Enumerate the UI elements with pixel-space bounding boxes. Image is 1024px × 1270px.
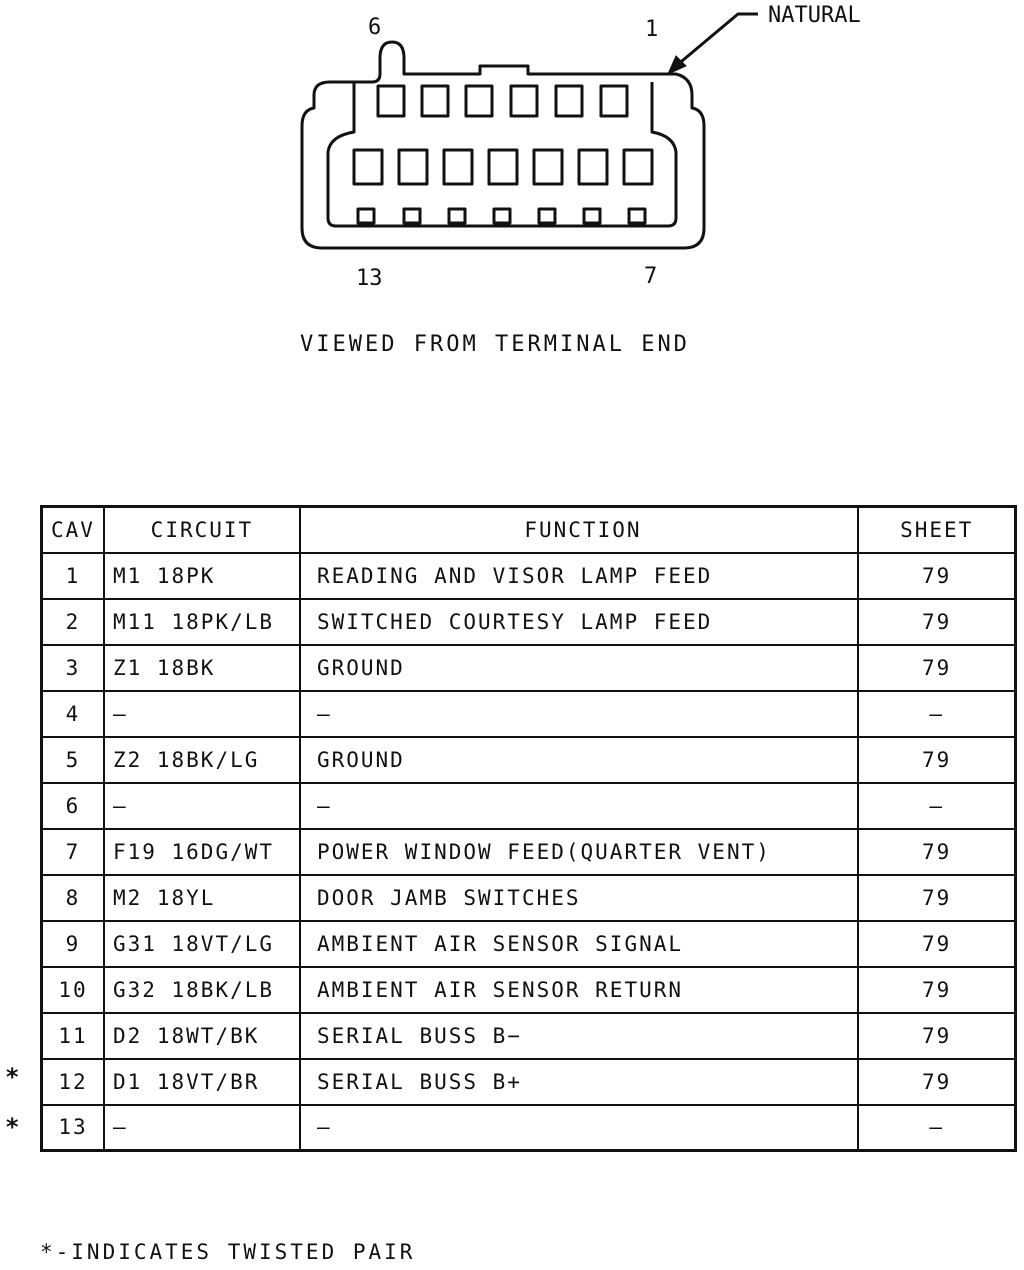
natural-leader-line — [676, 14, 758, 66]
cell-circuit: M1 18PK — [104, 553, 300, 599]
cell-function: READING AND VISOR LAMP FEED — [300, 553, 858, 599]
cell-function: GROUND — [300, 737, 858, 783]
table-row — [42, 921, 1016, 967]
twisted-pair-marker: * — [5, 1112, 20, 1141]
cell-sheet: 79 — [858, 875, 1016, 921]
cell-function: DOOR JAMB SWITCHES — [300, 875, 858, 921]
header-circuit: CIRCUIT — [104, 507, 300, 553]
table-header-row — [42, 507, 1016, 553]
cell-sheet: 79 — [858, 553, 1016, 599]
cell-cav: 13 — [42, 1105, 104, 1151]
cell-cav: 2 — [42, 599, 104, 645]
table-row — [42, 553, 1016, 599]
cell-function: AMBIENT AIR SENSOR SIGNAL — [300, 921, 858, 967]
top-row-cavities — [378, 86, 627, 116]
cell-function: GROUND — [300, 645, 858, 691]
table-row — [42, 829, 1016, 875]
cell-sheet: 79 — [858, 737, 1016, 783]
cell-sheet: 79 — [858, 599, 1016, 645]
cell-function: — — [300, 1105, 858, 1151]
twisted-pair-footnote: *-INDICATES TWISTED PAIR — [40, 1240, 416, 1264]
header-function: FUNCTION — [300, 507, 858, 553]
cell-sheet: — — [858, 783, 1016, 829]
twisted-pair-marker: * — [5, 1063, 20, 1091]
table-row — [42, 737, 1016, 783]
connector-diagram — [0, 0, 1024, 320]
pin-label-1: 1 — [645, 17, 659, 42]
cell-cav: 1 — [42, 553, 104, 599]
cell-function: SERIAL BUSS B− — [300, 1013, 858, 1059]
cell-sheet: 79 — [858, 645, 1016, 691]
view-caption: VIEWED FROM TERMINAL END — [300, 332, 690, 357]
table-row — [42, 783, 1016, 829]
cell-circuit: — — [104, 691, 300, 737]
cell-circuit: M2 18YL — [104, 875, 300, 921]
table-row — [42, 691, 1016, 737]
cell-cav: 7 — [42, 829, 104, 875]
cell-sheet: — — [858, 1105, 1016, 1151]
cell-cav: 4 — [42, 691, 104, 737]
cell-cav: 6 — [42, 783, 104, 829]
cell-cav: 10 — [42, 967, 104, 1013]
cell-sheet: 79 — [858, 1013, 1016, 1059]
cell-cav: 11 — [42, 1013, 104, 1059]
cell-function: — — [300, 783, 858, 829]
cell-sheet: — — [858, 691, 1016, 737]
cell-cav: 12 — [42, 1059, 104, 1105]
table-row — [42, 967, 1016, 1013]
cell-circuit: — — [104, 1105, 300, 1151]
bottom-row-cavities — [354, 150, 652, 184]
lower-slots — [358, 209, 645, 223]
cell-circuit: F19 16DG/WT — [104, 829, 300, 875]
cell-circuit: Z2 18BK/LG — [104, 737, 300, 783]
cell-sheet: 79 — [858, 967, 1016, 1013]
cell-function: POWER WINDOW FEED(QUARTER VENT) — [300, 829, 858, 875]
connector-color-label: NATURAL — [768, 3, 861, 28]
header-cav: CAV — [42, 507, 104, 553]
cell-cav: 8 — [42, 875, 104, 921]
pin-label-13: 13 — [356, 266, 383, 291]
table-row — [42, 1105, 1016, 1151]
table-row — [42, 645, 1016, 691]
pin-label-6: 6 — [368, 15, 382, 40]
cell-circuit: D2 18WT/BK — [104, 1013, 300, 1059]
table-row — [42, 599, 1016, 645]
cell-circuit: D1 18VT/BR — [104, 1059, 300, 1105]
cell-sheet: 79 — [858, 921, 1016, 967]
cell-circuit: — — [104, 783, 300, 829]
table-row — [42, 1059, 1016, 1105]
cell-circuit: M11 18PK/LB — [104, 599, 300, 645]
header-sheet: SHEET — [858, 507, 1016, 553]
cell-cav: 9 — [42, 921, 104, 967]
cell-circuit: Z1 18BK — [104, 645, 300, 691]
cell-function: AMBIENT AIR SENSOR RETURN — [300, 967, 858, 1013]
cell-sheet: 79 — [858, 1059, 1016, 1105]
cell-circuit: G32 18BK/LB — [104, 967, 300, 1013]
cell-function: SWITCHED COURTESY LAMP FEED — [300, 599, 858, 645]
pin-label-7: 7 — [644, 264, 658, 289]
pinout-table — [40, 505, 1017, 1152]
table-row — [42, 875, 1016, 921]
cell-cav: 5 — [42, 737, 104, 783]
cell-sheet: 79 — [858, 829, 1016, 875]
cell-function: SERIAL BUSS B+ — [300, 1059, 858, 1105]
table-body — [42, 553, 1016, 1151]
cell-circuit: G31 18VT/LG — [104, 921, 300, 967]
cell-cav: 3 — [42, 645, 104, 691]
cell-function: — — [300, 691, 858, 737]
table-row — [42, 1013, 1016, 1059]
